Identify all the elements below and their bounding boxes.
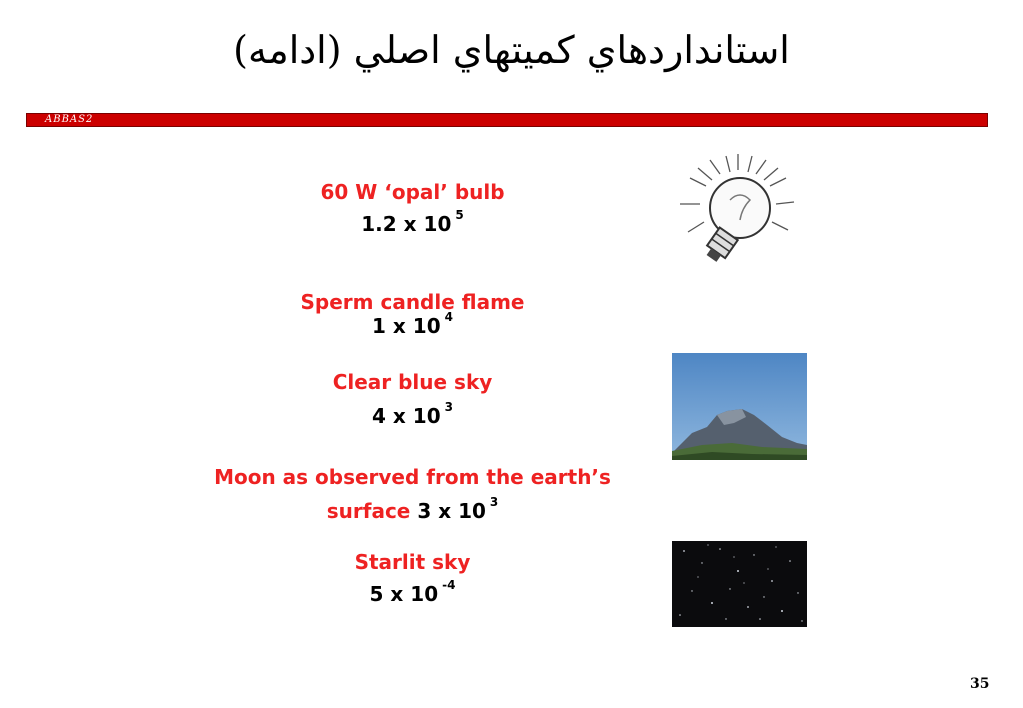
- item-value: 1.2 x 10 $^5$: [361, 208, 464, 236]
- item-label: Sperm candle flame: [300, 290, 525, 314]
- standard-item-moon: [170, 465, 655, 523]
- item-value: surface 3 x 10 $^3$: [326, 495, 499, 523]
- item-label: Starlit sky: [354, 550, 471, 574]
- header-divider-bar: [26, 113, 988, 127]
- item-label: 60 W ‘opal’ bulb: [320, 180, 505, 204]
- item-value: 5 x 10 $^{-4}$: [369, 578, 456, 606]
- mountain-sky-photo: [672, 353, 807, 460]
- slide-title: استانداردهاي كميتهاي اصلي (ادامه): [233, 28, 790, 72]
- lightbulb-icon: [668, 150, 808, 275]
- standard-item-starlit-sky: [170, 550, 655, 606]
- item-label: Moon as observed from the earth’s: [214, 465, 611, 489]
- author-logo: ABBAS2: [45, 114, 94, 125]
- standard-item-clear-sky: [170, 370, 655, 428]
- page-number: 35: [970, 676, 990, 692]
- standard-item-candle: [170, 290, 655, 338]
- item-label: Clear blue sky: [332, 370, 493, 394]
- item-value: 4 x 10 $^3$: [372, 400, 453, 428]
- standard-item-bulb: [170, 180, 655, 236]
- starfield-photo: [672, 541, 807, 627]
- item-value: 1 x 10 $^4$: [372, 310, 453, 338]
